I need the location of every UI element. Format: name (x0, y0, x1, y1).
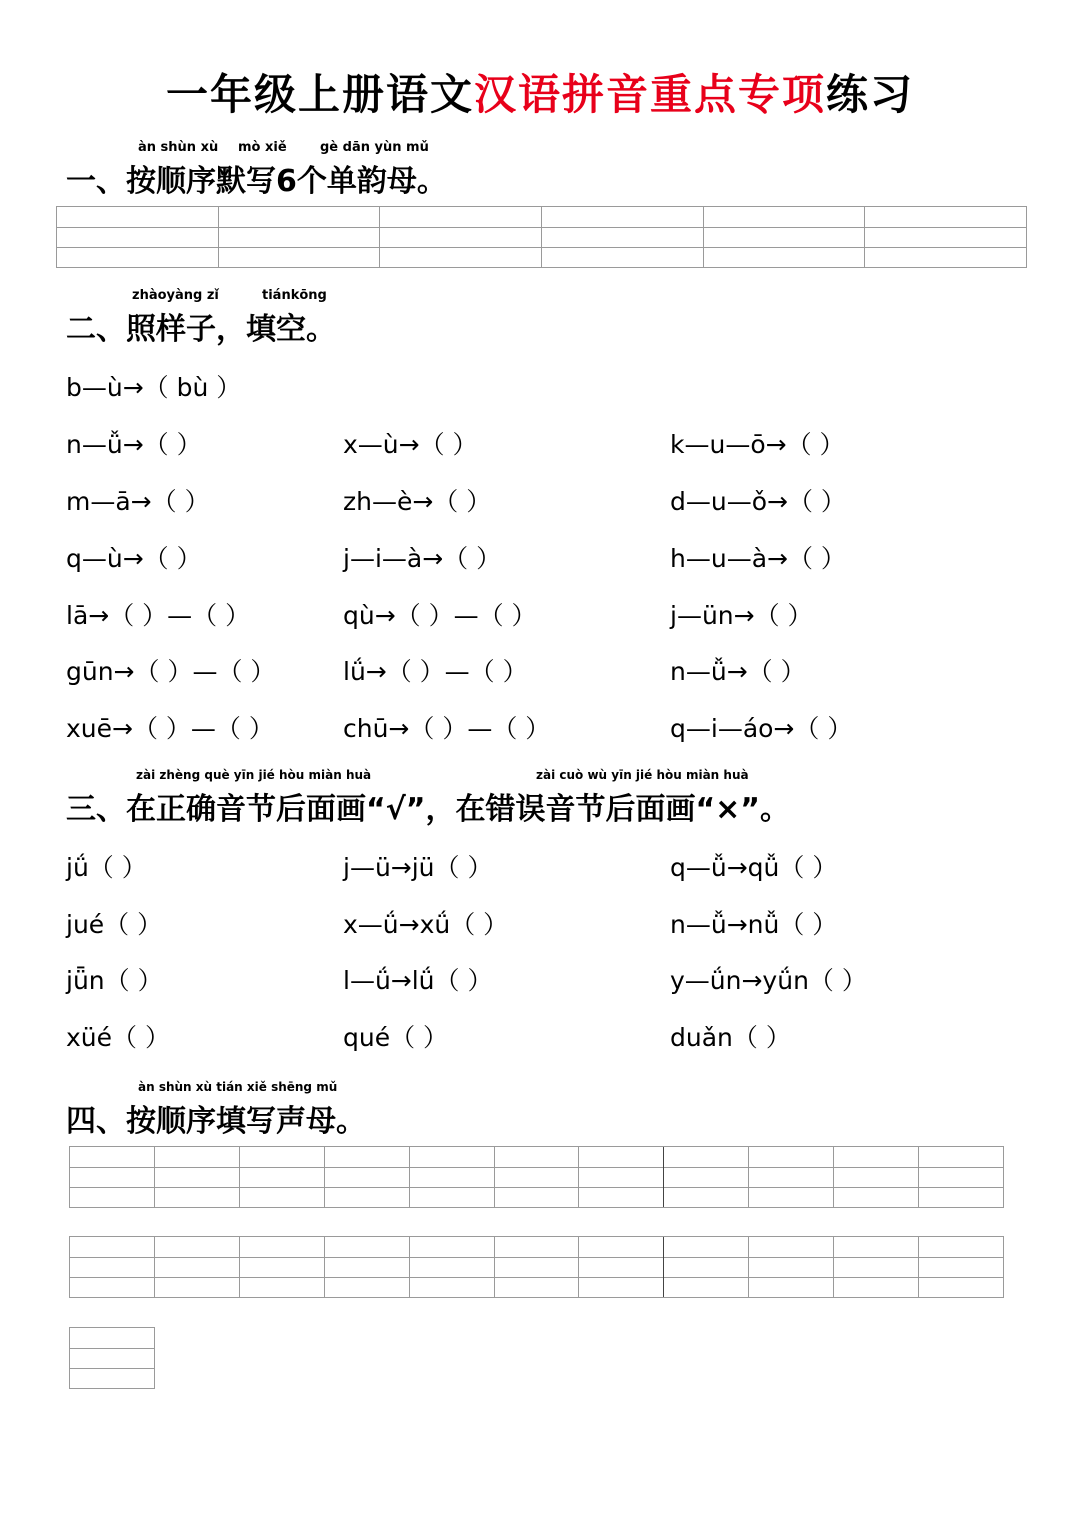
judge-item[interactable]: jǖn（ ） (66, 966, 163, 995)
grid-cell[interactable] (579, 1147, 664, 1207)
section-heading: 三、在正确音节后面画“√”，在错误音节后面画“×”。 (66, 792, 791, 827)
grid-cell[interactable] (495, 1237, 580, 1297)
title-part2: 汉语拼音重点专项 (473, 70, 826, 119)
grid-cell[interactable] (70, 1147, 155, 1207)
pinyin-annotation: àn shùn xù tián xiě shēng mǔ (138, 1080, 338, 1094)
pinyin-annotation: zài cuò wù yīn jié hòu miàn huà (536, 768, 749, 782)
example-item: b—ù→（ bù ） (66, 373, 242, 402)
judge-item[interactable]: jǘ（ ） (66, 853, 147, 882)
grid-cell[interactable] (542, 207, 704, 267)
grid-cell[interactable] (919, 1147, 1003, 1207)
writing-grid-initials-row2[interactable] (69, 1236, 1004, 1298)
grid-cell[interactable] (325, 1147, 410, 1207)
exercise-item[interactable]: qù→（ ）—（ ） (343, 601, 537, 630)
pinyin-annotation: tiánkōng (262, 288, 327, 303)
exercise-item[interactable]: gūn→（ ）—（ ） (66, 657, 276, 686)
writing-grid-initials-row3[interactable] (69, 1327, 155, 1389)
pinyin-annotation: mò xiě (238, 140, 287, 155)
grid-cell[interactable] (325, 1237, 410, 1297)
judge-item[interactable]: n—ǚ→nǚ（ ） (670, 910, 838, 939)
judge-item[interactable]: xüé（ ） (66, 1023, 170, 1052)
section-heading: 二、照样子，填空。 (66, 312, 336, 347)
grid-cell[interactable] (834, 1147, 919, 1207)
judge-item[interactable]: jué（ ） (66, 910, 163, 939)
grid-cell[interactable] (155, 1237, 240, 1297)
grid-cell[interactable] (704, 207, 866, 267)
writing-grid-vowels[interactable] (56, 206, 1027, 268)
grid-cell[interactable] (240, 1147, 325, 1207)
section-heading: 四、按顺序填写声母。 (66, 1104, 366, 1139)
grid-cell[interactable] (579, 1237, 664, 1297)
grid-cell[interactable] (664, 1237, 749, 1297)
grid-cell[interactable] (70, 1237, 155, 1297)
section-heading: 一、按顺序默写6个单韵母。 (66, 164, 447, 199)
pinyin-annotation: zhàoyàng zǐ (132, 288, 219, 303)
writing-grid-initials-row1[interactable] (69, 1146, 1004, 1208)
exercise-item[interactable]: xuē→（ ）—（ ） (66, 714, 274, 743)
judge-item[interactable]: duǎn（ ） (670, 1023, 791, 1052)
judge-item[interactable]: l—ǘ→lǘ（ ） (343, 966, 493, 995)
exercise-item[interactable]: k—u—ō→（ ） (670, 430, 845, 459)
pinyin-annotation: àn shùn xù (138, 140, 219, 155)
pinyin-annotation: gè dān yùn mǔ (320, 140, 429, 155)
title-part1: 一年级上册语文 (165, 70, 474, 119)
exercise-item[interactable]: lǘ→（ ）—（ ） (343, 657, 528, 686)
grid-cell[interactable] (410, 1237, 495, 1297)
grid-cell[interactable] (495, 1147, 580, 1207)
title-part3: 练习 (826, 70, 915, 119)
grid-cell[interactable] (240, 1237, 325, 1297)
grid-cell[interactable] (919, 1237, 1003, 1297)
exercise-item[interactable]: q—ù→（ ） (66, 544, 202, 573)
grid-cell[interactable] (219, 207, 381, 267)
grid-cell[interactable] (70, 1328, 154, 1388)
grid-cell[interactable] (155, 1147, 240, 1207)
exercise-item[interactable]: h—u—à→（ ） (670, 544, 846, 573)
pinyin-annotation: zài zhèng què yīn jié hòu miàn huà (136, 768, 372, 782)
page-title (0, 62, 1080, 122)
grid-cell[interactable] (664, 1147, 749, 1207)
grid-cell[interactable] (749, 1237, 834, 1297)
grid-cell[interactable] (380, 207, 542, 267)
grid-cell[interactable] (834, 1237, 919, 1297)
judge-item[interactable]: y—ǘn→yǘn（ ） (670, 966, 867, 995)
exercise-item[interactable]: lā→（ ）—（ ） (66, 601, 251, 630)
grid-cell[interactable] (749, 1147, 834, 1207)
exercise-item[interactable]: chū→（ ）—（ ） (343, 714, 551, 743)
exercise-item[interactable]: d—u—ǒ→（ ） (670, 487, 846, 516)
grid-cell[interactable] (410, 1147, 495, 1207)
grid-cell[interactable] (865, 207, 1026, 267)
exercise-item[interactable]: zh—è→（ ） (343, 487, 492, 516)
judge-item[interactable]: j—ü→jü（ ） (343, 853, 493, 882)
exercise-item[interactable]: n—ǚ→（ ） (66, 430, 202, 459)
exercise-item[interactable]: m—ā→（ ） (66, 487, 210, 516)
exercise-item[interactable]: j—ün→（ ） (670, 601, 813, 630)
judge-item[interactable]: x—ǘ→xǘ（ ） (343, 910, 509, 939)
grid-cell[interactable] (57, 207, 219, 267)
exercise-item[interactable]: q—i—áo→（ ） (670, 714, 853, 743)
judge-item[interactable]: q—ǚ→qǚ（ ） (670, 853, 838, 882)
exercise-item[interactable]: j—i—à→（ ） (343, 544, 502, 573)
exercise-item[interactable]: n—ǚ→（ ） (670, 657, 806, 686)
exercise-item[interactable]: x—ù→（ ） (343, 430, 478, 459)
judge-item[interactable]: qué（ ） (343, 1023, 449, 1052)
